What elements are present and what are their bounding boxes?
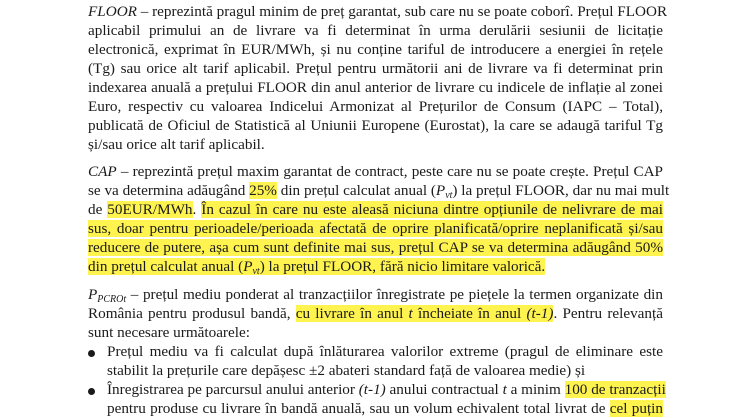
floor-line-3: electronică, exprimat în EUR/MWh, și nu conține tariful de introducere a energiei în rețele: [88, 40, 663, 58]
floor-line-5: indexarea anuală a prețului FLOOR din anul anterior de livrare cu indicele de inflație al zonei: [88, 78, 663, 96]
bullet-1-line-1: Prețul mediu va fi calculat după înlăturarea valorilor extreme (pragul de eliminare este: [107, 343, 663, 360]
floor-line-8: și/sau orice alt tarif aplicabil.: [88, 135, 265, 153]
floor-line-7: publicată de Oficiul de Statistică al Uniunii Europene (Eurostat), la care se adaugă tariful Tg: [88, 116, 663, 134]
bullet-1-line-2: stabilit la prețurile care depășesc ±2 abateri standard față de valoarea medie) și: [107, 362, 586, 379]
cap-line-5: reducere de putere, așa cum sunt definite mai sus, prețul CAP se va determina adăugând 50%: [88, 239, 663, 257]
pcro-line-1: $P_{PCROt}$ – prețul mediu ponderat al tranzacțiilor înregistrate pe piețele la termen organizate din: [88, 286, 663, 305]
floor-line-1: FLOOR – reprezintă pragul minim de preț garantat, sub care nu se poate coborî. Prețul FLOOR: [88, 2, 668, 20]
cap-line-1: CAP – reprezintă prețul maxim garantat de contract, peste care nu se poate crește. Prețul CAP: [88, 163, 663, 181]
highlight-delivery-year: cu livrare în anul t încheiate în anul (t-1): [295, 305, 554, 322]
highlight-25-percent: 25%: [249, 182, 277, 200]
bullet-icon: [88, 388, 95, 395]
highlight-50eur: 50EUR/MWh: [107, 201, 193, 219]
pcro-line-2: România pentru produsul bandă, cu livrare în anul t încheiate în anul (t-1). Pentru relevanță: [88, 305, 663, 322]
bullet-2-line-2: pentru produse cu livrare în bandă anuală, sau un volum echivalent total livrat de cel puțin: [107, 400, 663, 417]
cap-line-2: se va determina adăugând 25% din prețul calculat anual $(P_{vt})$ la prețul FLOOR, dar nu mai mult: [88, 182, 670, 202]
floor-line-2: aplicabil primului an de livrare va fi determinat în urma derulării sesiunii de licitație: [88, 21, 663, 39]
cap-line-4: sus, doar pentru perioadele/perioada afectată de oprire planificată/oprire neplanificată și/sau: [88, 220, 663, 238]
cap-line-6: din prețul calculat anual $(P_{vt})$ la prețul FLOOR, fără nicio limitare valorică.: [88, 258, 546, 278]
cap-line-3: de 50EUR/MWh. În cazul în care nu este aleasă niciuna dintre opțiunile de nelivrare de mai: [88, 201, 663, 219]
bullet-2-line-1: Înregistrarea pe parcursul anului anterior (t-1) anului contractual t a minim 100 de tranzacții: [107, 381, 666, 398]
bullet-icon: [88, 350, 95, 357]
highlight-cap-rule: În cazul în care nu este aleasă niciuna dintre opțiunile de nelivrare de mai: [201, 201, 663, 219]
floor-line-6: Euro, respectiv cu valoarea Indicelui Armonizat al Prețurilor de Consum (IAPC – Total),: [88, 97, 663, 115]
pcro-line-3: sunt necesare următoarele:: [88, 324, 250, 341]
floor-line-4: (Tg) sau orice alt tarif aplicabil. Prețul pentru următorii ani de livrare va fi determinat prin: [88, 59, 663, 77]
